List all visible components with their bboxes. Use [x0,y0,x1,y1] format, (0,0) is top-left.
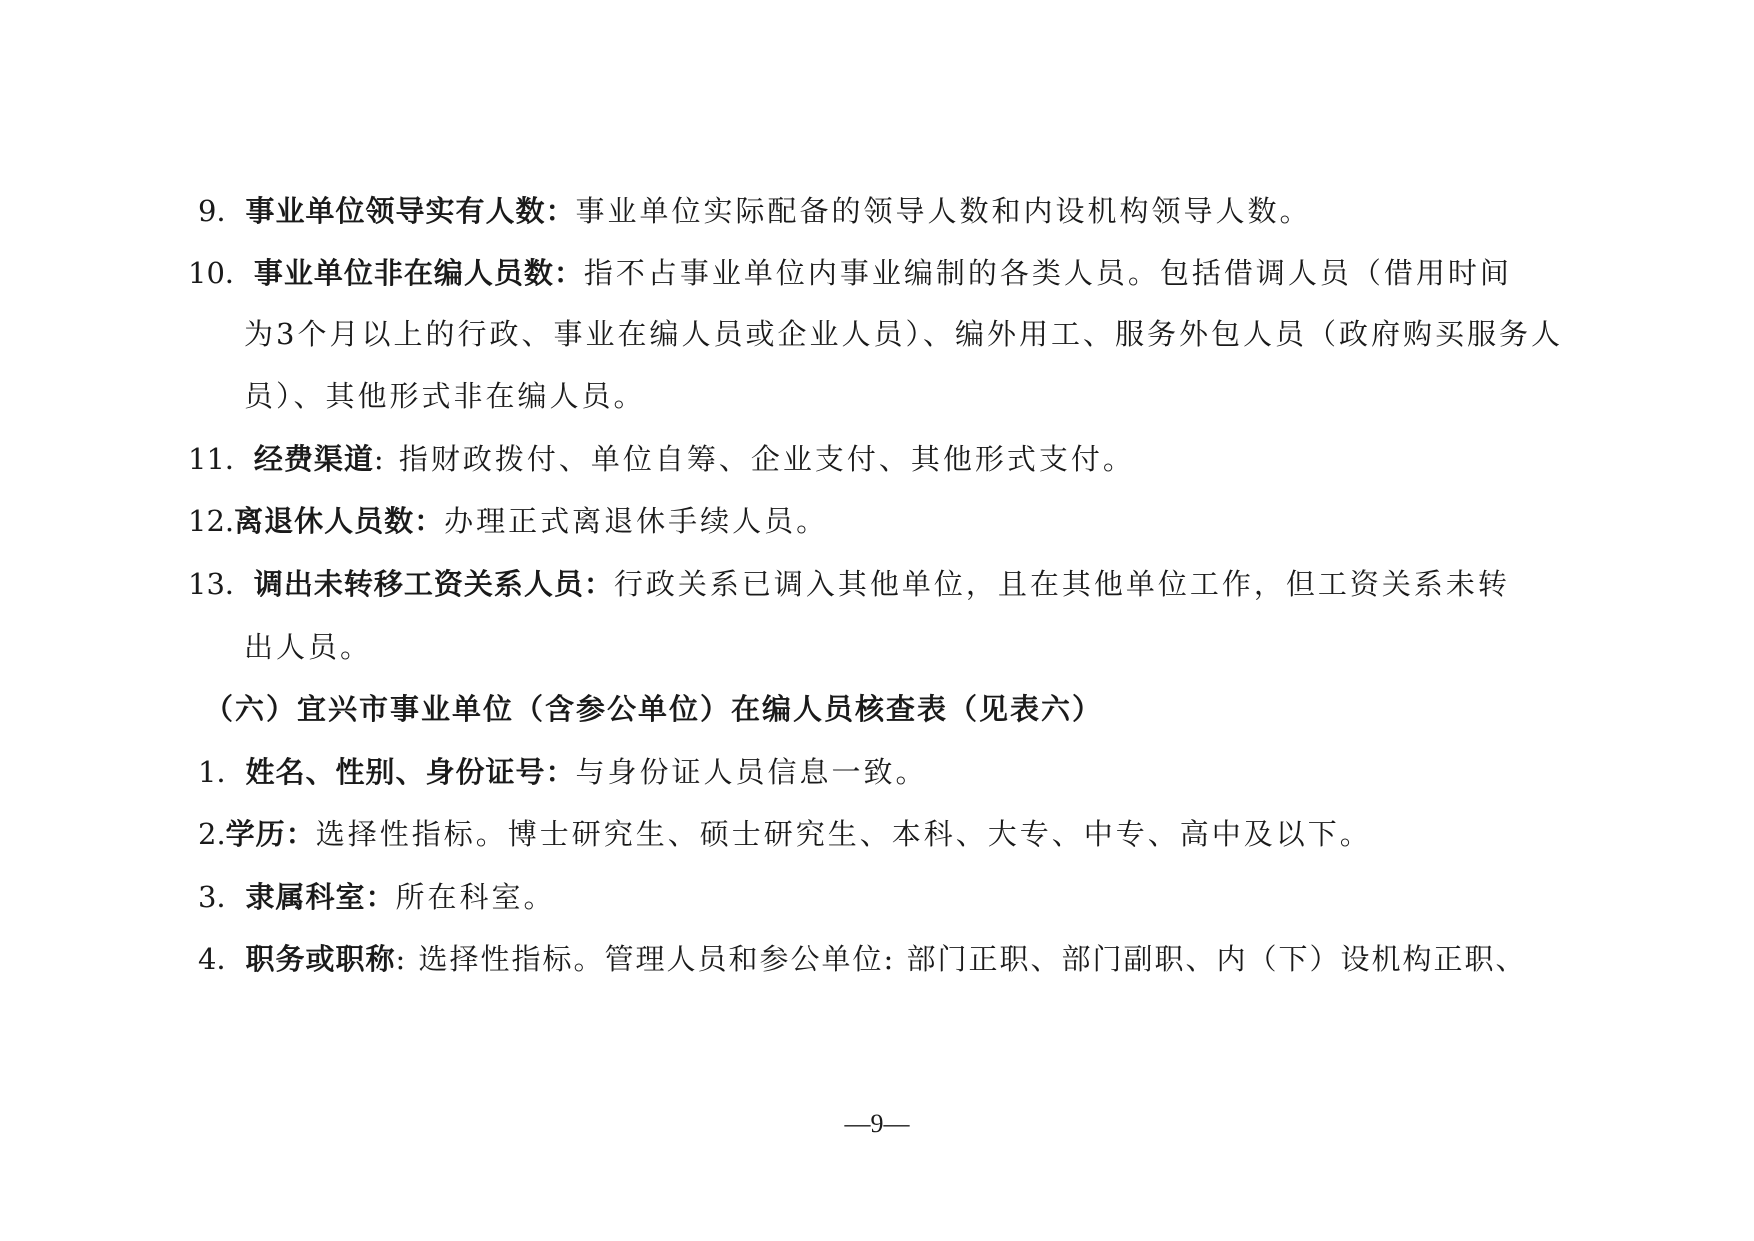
item-10-continuation-1 [244,314,1563,354]
item-text: : 选择性指标。管理人员和参公单位: 部门正职、部门副职、内（下）设机构正职、 [395,942,1527,976]
item-term: 姓名、性别、身份证号： [245,755,576,789]
item-text: 事业单位实际配备的领导人数和内设机构领导人数。 [575,194,1312,228]
item-13-continuation [244,627,372,667]
item-text: 为3个月以上的行政、事业在编人员或企业人员）、编外用工、服务外包人员（政府购买服务人 [244,317,1563,351]
item-4 [198,939,1526,979]
item-number: 11． [188,442,254,476]
item-text: 出人员。 [244,630,373,664]
item-number: 1． [198,755,246,789]
item-13 [188,564,1510,604]
item-text: 选择性指标。博士研究生、硕士研究生、本科、大专、中专、高中及以下。 [315,817,1372,851]
item-number: 3． [198,880,246,914]
item-number: 12. [188,504,235,538]
item-term: 调出未转移工资关系人员： [253,567,614,601]
item-number: 2. [198,817,226,851]
item-number: 13． [188,567,254,601]
item-1 [198,752,927,792]
page-number: —9— [844,1109,910,1138]
item-text: 办理正式离退休手续人员。 [444,504,829,538]
item-text: 与身份证人员信息一致。 [575,755,928,789]
section-heading: （六）宜兴市事业单位（含参公单位）在编人员核查表（见表六） [204,692,1104,726]
item-11 [188,439,1135,479]
item-12 [188,501,828,541]
item-10 [188,253,1512,293]
item-term: 离退休人员数： [234,504,445,538]
item-term: 事业单位非在编人员数： [253,256,584,290]
item-10-continuation-2 [244,376,646,416]
item-number: 4． [198,942,246,976]
item-text: : 指财政拨付、单位自筹、企业支付、其他形式支付。 [373,442,1135,476]
item-term: 职务或职称 [245,942,396,976]
item-term: 学历： [225,817,316,851]
item-term: 事业单位领导实有人数： [245,194,576,228]
item-text: 指不占事业单位内事业编制的各类人员。包括借调人员（借用时间 [583,256,1512,290]
item-2 [198,814,1372,854]
item-term: 隶属科室： [245,880,396,914]
item-number: 9． [198,194,246,228]
item-text: 行政关系已调入其他单位，且在其他单位工作，但工资关系未转 [613,567,1510,601]
item-3 [198,877,555,917]
item-text: 所在科室。 [395,880,556,914]
item-text: 员）、其他形式非在编人员。 [244,379,646,413]
item-term: 经费渠道 [253,442,374,476]
item-number: 10． [188,256,254,290]
item-9 [198,191,1311,231]
